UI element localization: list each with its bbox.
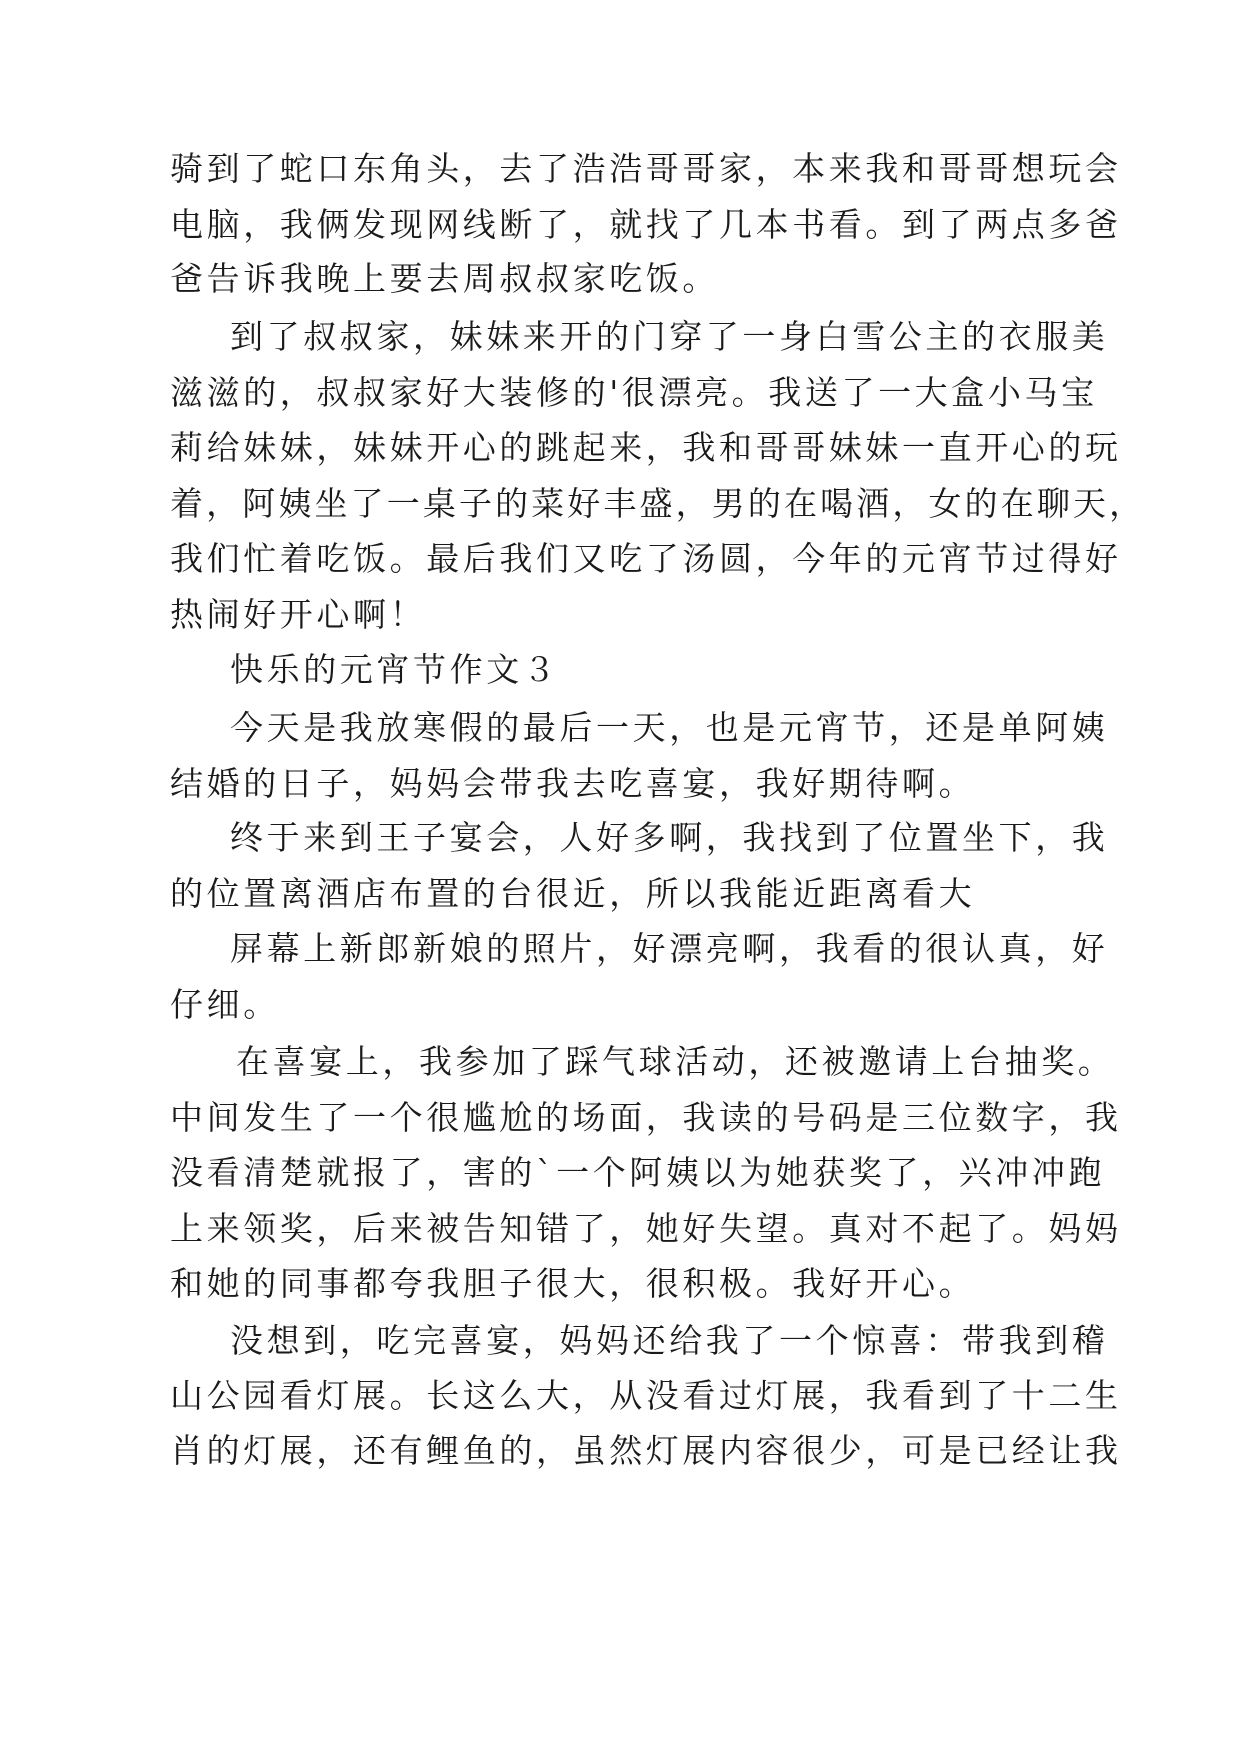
text-line: 和她的同事都夸我胆子很大，很积极。我好开心。 xyxy=(170,1264,976,1303)
text-line: 莉给妹妹，妹妹开心的跳起来，我和哥哥妹妹一直开心的玩 xyxy=(170,428,1122,467)
text-line: 没看清楚就报了，害的`一个阿姨以为她获奖了，兴冲冲跑 xyxy=(170,1153,1106,1192)
text-line: 在喜宴上，我参加了踩气球活动，还被邀请上台抽奖。 xyxy=(236,1042,1115,1081)
section-heading: 快乐的元宵节作文３ xyxy=(230,650,560,689)
text-line: 到了叔叔家，妹妹来开的门穿了一身白雪公主的衣服美 xyxy=(230,317,1109,356)
text-line: 热闹好开心啊！ xyxy=(170,595,427,634)
text-line: 肖的灯展，还有鲤鱼的，虽然灯展内容很少，可是已经让我 xyxy=(170,1431,1122,1470)
text-line: 爸告诉我晚上要去周叔叔家吃饭。 xyxy=(170,259,719,298)
text-line: 中间发生了一个很尴尬的场面，我读的号码是三位数字，我 xyxy=(170,1098,1122,1137)
text-line: 结婚的日子，妈妈会带我去吃喜宴，我好期待啊。 xyxy=(170,764,976,803)
text-line: 仔细。 xyxy=(170,985,280,1024)
text-line: 的位置离酒店布置的台很近，所以我能近距离看大 xyxy=(170,874,976,913)
text-line: 终于来到王子宴会，人好多啊，我找到了位置坐下，我 xyxy=(230,818,1109,857)
text-line: 上来领奖，后来被告知错了，她好失望。真对不起了。妈妈 xyxy=(170,1209,1122,1248)
text-line: 电脑，我俩发现网线断了，就找了几本书看。到了两点多爸 xyxy=(170,205,1122,244)
text-line: 山公园看灯展。长这么大，从没看过灯展，我看到了十二生 xyxy=(170,1376,1122,1415)
text-line: 着，阿姨坐了一桌子的菜好丰盛，男的在喝酒，女的在聊天， xyxy=(170,484,1146,523)
text-line: 没想到，吃完喜宴，妈妈还给我了一个惊喜：带我到稽 xyxy=(230,1321,1109,1360)
text-line: 我们忙着吃饭。最后我们又吃了汤圆，今年的元宵节过得好 xyxy=(170,539,1122,578)
text-line: 今天是我放寒假的最后一天，也是元宵节，还是单阿姨 xyxy=(230,708,1109,747)
text-line: 骑到了蛇口东角头，去了浩浩哥哥家，本来我和哥哥想玩会 xyxy=(170,149,1122,188)
text-line: 屏幕上新郎新娘的照片，好漂亮啊，我看的很认真，好 xyxy=(230,929,1109,968)
text-line: 滋滋的，叔叔家好大装修的'很漂亮。我送了一大盒小马宝 xyxy=(170,373,1098,412)
